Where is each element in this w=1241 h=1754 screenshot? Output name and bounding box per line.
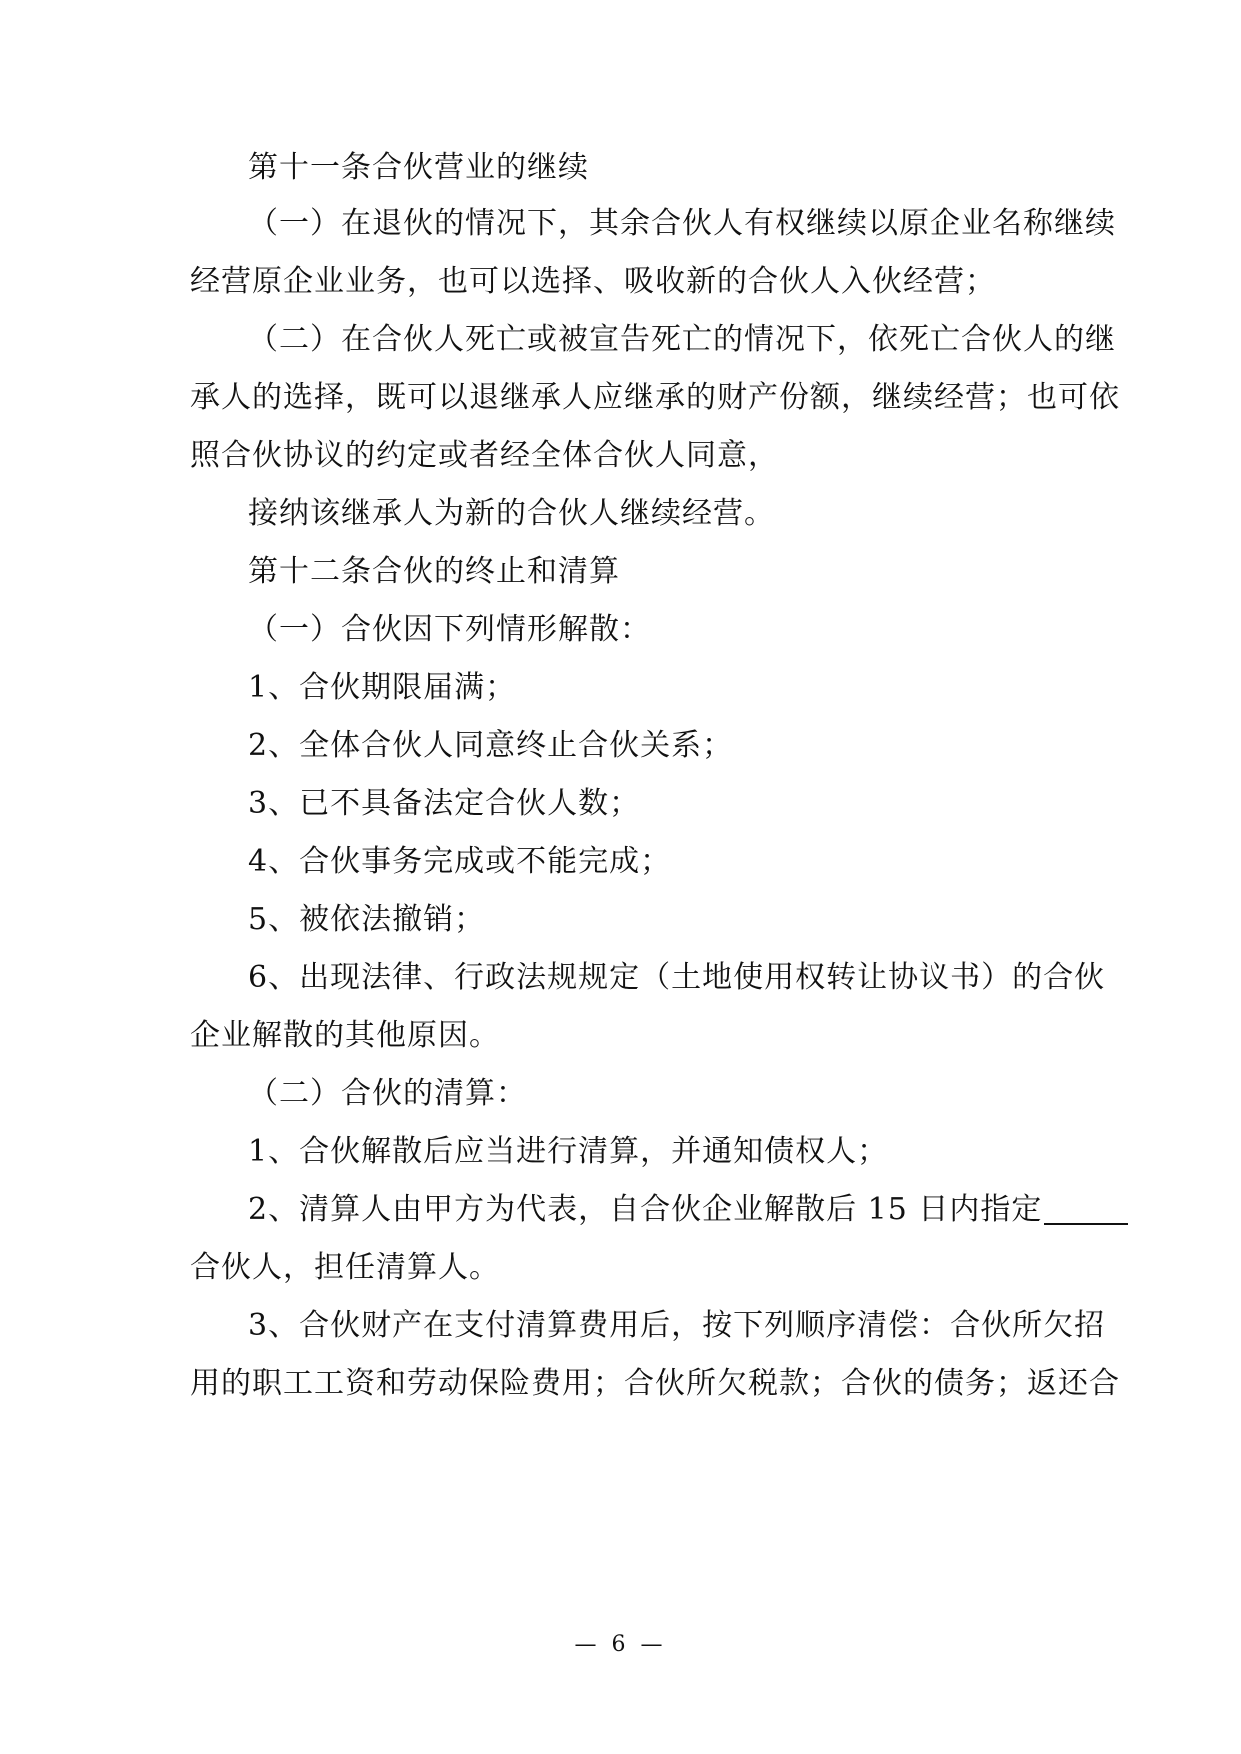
- paragraph-line: （一）在退伙的情况下，其余合伙人有权继续以原企业名称继续: [248, 206, 1116, 241]
- paragraph-line: 合伙人，担任清算人。: [190, 1250, 500, 1285]
- list-item: 5、被依法撤销；: [248, 902, 486, 937]
- paragraph-line: 承人的选择，既可以退继承人应继承的财产份额，继续经营；也可依: [190, 380, 1120, 415]
- paragraph-line: 企业解散的其他原因。: [190, 1018, 500, 1053]
- list-item: 4、合伙事务完成或不能完成；: [248, 844, 672, 879]
- paragraph-line: 接纳该继承人为新的合伙人继续经营。: [248, 496, 775, 531]
- fill-in-blank: [1044, 1223, 1128, 1225]
- list-item: 3、已不具备法定合伙人数；: [248, 786, 641, 821]
- subsection-heading: （二）合伙的清算：: [248, 1076, 527, 1111]
- list-item-text: 2、清算人由甲方为代表，自合伙企业解散后 15 日内指定: [248, 1192, 1043, 1227]
- paragraph-line: （二）在合伙人死亡或被宣告死亡的情况下，依死亡合伙人的继: [248, 322, 1116, 357]
- list-item: 2、全体合伙人同意终止合伙关系；: [248, 728, 734, 763]
- list-item: 3、合伙财产在支付清算费用后，按下列顺序清偿：合伙所欠招: [248, 1308, 1106, 1343]
- page-number: — 6 —: [574, 1632, 667, 1657]
- subsection-heading: （一）合伙因下列情形解散：: [248, 612, 651, 647]
- list-item: 6、出现法律、行政法规规定（土地使用权转让协议书）的合伙: [248, 960, 1106, 995]
- article-11-heading: 第十一条合伙营业的继续: [248, 150, 589, 185]
- list-item: [248, 1190, 1060, 1230]
- article-12-heading: 第十二条合伙的终止和清算: [248, 554, 620, 589]
- paragraph-line: 照合伙协议的约定或者经全体合伙人同意，: [190, 438, 779, 473]
- list-item: 1、合伙期限届满；: [248, 670, 517, 705]
- paragraph-line: 经营原企业业务，也可以选择、吸收新的合伙人入伙经营；: [190, 264, 996, 299]
- list-item: 1、合伙解散后应当进行清算，并通知债权人；: [248, 1134, 889, 1169]
- paragraph-line: 用的职工工资和劳动保险费用；合伙所欠税款；合伙的债务；返还合: [190, 1366, 1120, 1401]
